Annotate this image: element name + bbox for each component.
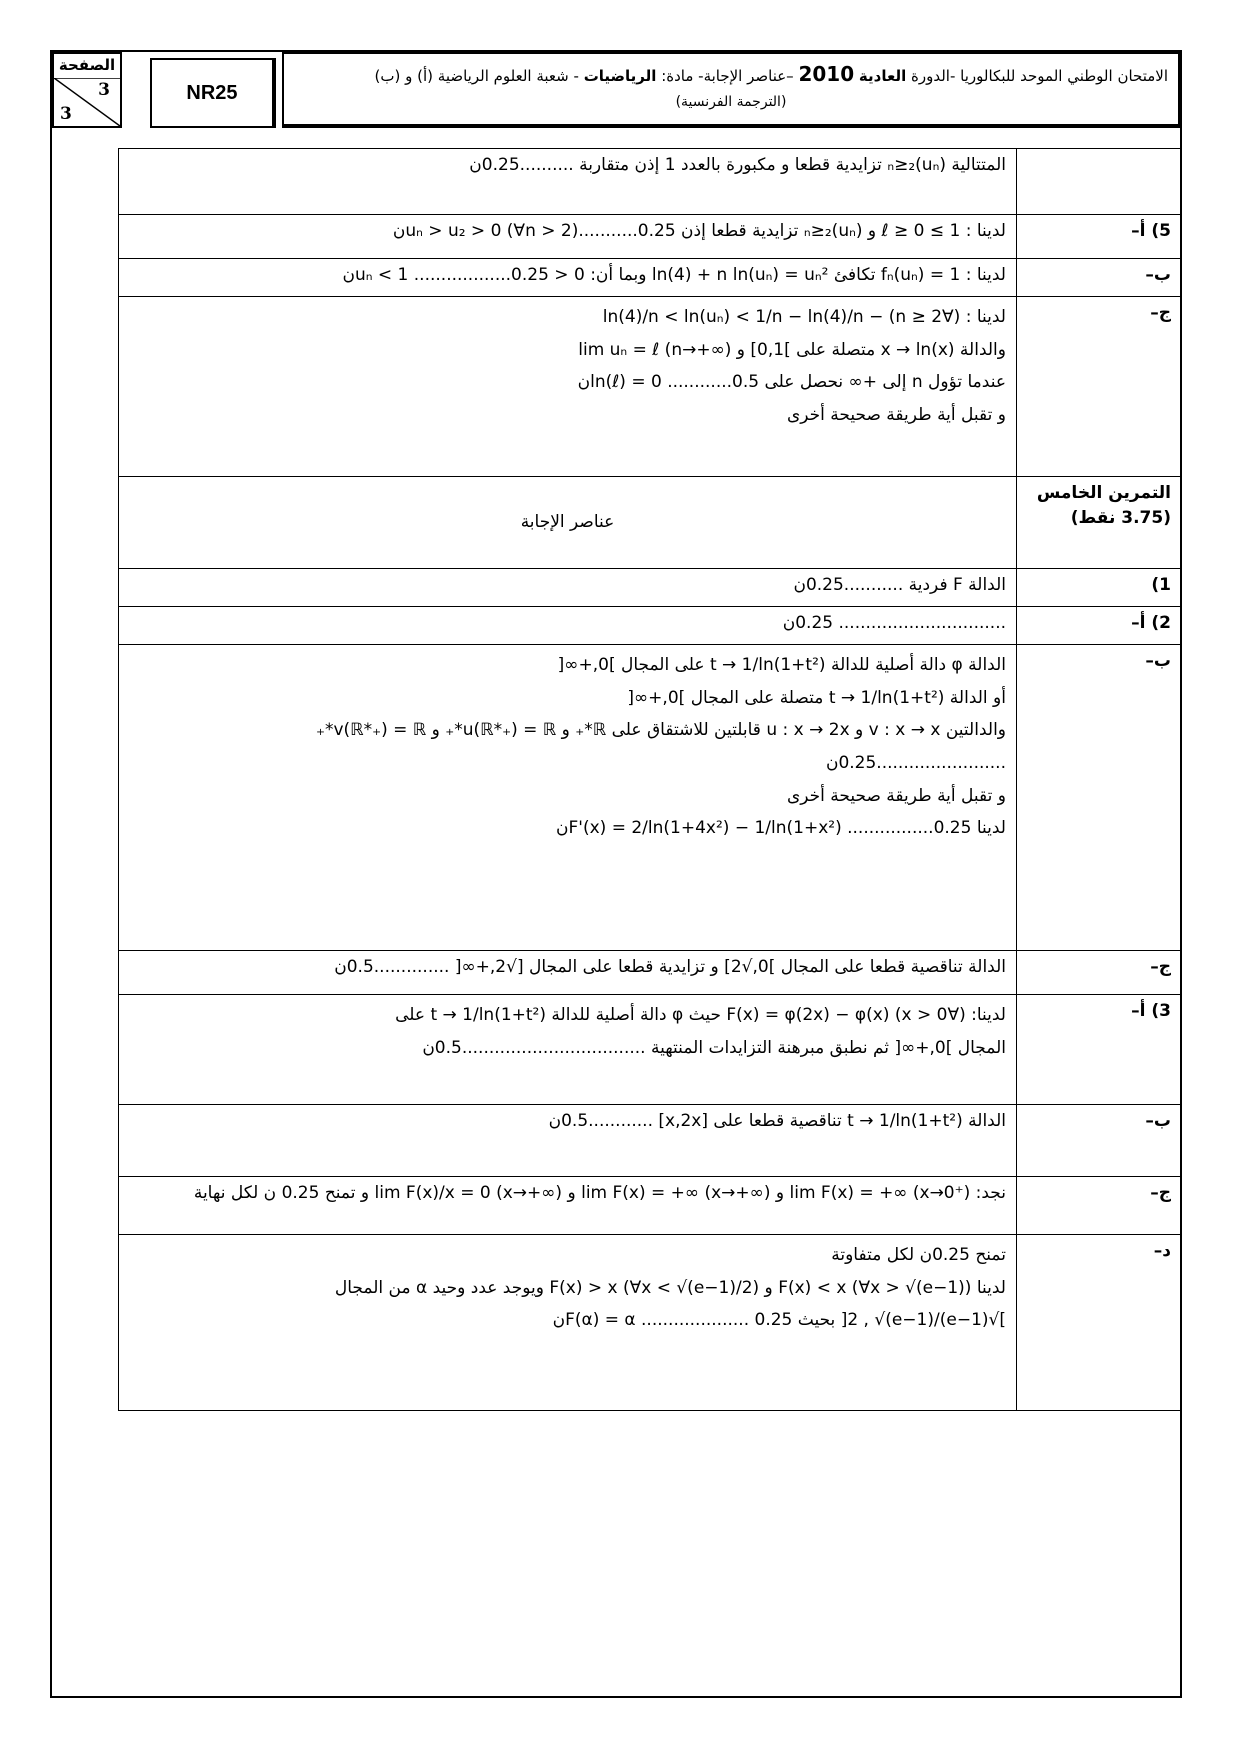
page-frame [50,50,1182,1698]
question-label: 5) أ– [1017,215,1182,259]
answer-cell [119,569,1017,607]
table-row [119,297,1182,477]
table-row [119,645,1182,951]
answer-line: لدينا : fₙ(uₙ) = 1 تكافئ ln(4) + n ln(uₙ) = uₙ² وبما أن: 0 < uₙ < 1 ..................0.25ن [342,265,1006,285]
answer-line: لدينا : 1 ≥ ℓ ≥ 0 و (uₙ)ₙ≥₂ تزايدية قطعا إذن uₙ > u₂ > 0 (∀n > 2)...........0.25ن [392,221,1006,241]
page-label: الصفحة [58,56,116,74]
question-label: 1) [1017,569,1182,607]
question-label: ج– [1017,297,1182,477]
answer-line: لدينا F(x) < x (∀x > √(e−1)) و F(x) > x (∀x < √(e−1)/2) ويوجد عدد وحيد α من المجال [334,1277,1006,1298]
question-label: ب– [1017,645,1182,951]
answer-line: ]√(e−1)/2 , √(e−1)[ بحيث F(α) = α .................... 0.25ن [552,1310,1006,1331]
header [52,52,1180,152]
answer-line: المجال ]0,+∞[ ثم نطبق مبرهنة التزايدات المنتهية ..................................0.5ن [422,1037,1006,1058]
answer-cell [119,995,1017,1105]
answer-line: نجد: lim F(x) = +∞ (x→0⁺) و lim F(x) = +∞ (x→+∞) و lim F(x)/x = 0 (x→+∞) و تمنح 0.25 ن لكل نهاية [193,1183,1006,1203]
question-label: 3) أ– [1017,995,1182,1105]
answer-line: أو الدالة t → 1/ln(1+t²) متصلة على المجال ]0,+∞[ [627,687,1006,708]
answer-line: لدينا: (∀x > 0) F(x) = φ(2x) − φ(x) حيث φ دالة أصلية للدالة t → 1/ln(1+t²) على [395,1005,1006,1025]
table-row [119,607,1182,645]
answer-cell [119,1177,1017,1235]
table-row [119,149,1182,215]
page-total: 3 [60,104,72,124]
answer-line: ........................0.25ن [825,752,1006,773]
table-row [119,215,1182,259]
question-label: التمرين الخامس (3.75 نقط) [1017,477,1182,569]
answer-line: عناصر الإجابة [520,512,615,533]
answer-line: المتتالية (uₙ)ₙ≥₂ تزايدية قطعا و مكبورة بالعدد 1 إذن متقاربة ..........0.25ن [469,155,1006,175]
answer-cell [119,607,1017,645]
answer-cell [119,297,1017,477]
answer-cell [119,951,1017,995]
answer-line: و تقبل أية طريقة صحيحة أخرى [786,785,1006,806]
question-label: ب– [1017,259,1182,297]
answer-line: تمنح 0.25ن لكل متفاوتة [831,1245,1006,1265]
answer-cell [119,477,1017,569]
answer-line: الدالة F فردية ...........0.25ن [793,575,1006,595]
answer-line: الدالة t → 1/ln(1+t²) تناقصية قطعا على [x,2x] ............0.5ن [548,1111,1006,1131]
answer-line: و تقبل أية طريقة صحيحة أخرى [786,404,1006,425]
answer-cell [119,1105,1017,1177]
answer-line: عندما تؤول n إلى +∞ نحصل على ln(ℓ) = 0 ............0.5ن [577,372,1006,393]
question-label: ب– [1017,1105,1182,1177]
answer-line: لدينا : (∀n ≥ 2) − ln(4)/n < ln(uₙ) < 1/n − ln(4)/n [602,307,1006,327]
table-row [119,259,1182,297]
answer-line: والدالتين v : x → x و u : x → 2x قابلتين للاشتقاق على ℝ*₊ و u(ℝ*₊) = ℝ*₊ و v(ℝ*₊) = ℝ*₊ [316,720,1006,741]
question-label: ج– [1017,1177,1182,1235]
answer-table [118,148,1182,1411]
table-row [119,569,1182,607]
answer-cell [119,1235,1017,1411]
page-number-box [52,52,122,128]
table-row [119,951,1182,995]
answer-line: الدالة φ دالة أصلية للدالة t → 1/ln(1+t²) على المجال ]0,+∞[ [557,655,1006,675]
exam-title-box [282,52,1180,128]
table-row [119,1105,1182,1177]
table-row [119,995,1182,1105]
question-label [1017,149,1182,215]
table-row [119,477,1182,569]
exam-code: NR25 [150,58,276,128]
question-label: د– [1017,1235,1182,1411]
exam-title: الامتحان الوطني الموحد للبكالوريا -الدورة العادية 2010 –عناصر الإجابة- مادة: الرياضيات - شعبة العلوم الرياضية (أ) و (ب) [374,62,1168,86]
answer-line: والدالة x → ln(x) متصلة على ]0,1] و lim uₙ = ℓ (n→+∞) [578,339,1006,360]
page-number: 3 [98,80,110,100]
answer-cell [119,149,1017,215]
table-row [119,1235,1182,1411]
answer-cell [119,215,1017,259]
exam-subtitle: (الترجمة الفرنسية) [675,94,787,110]
question-label: 2) أ– [1017,607,1182,645]
question-label: ج– [1017,951,1182,995]
answer-line: الدالة تناقصية قطعا على المجال ]0,√2] و تزايدية قطعا على المجال [√2,+∞[ ..............0.5ن [334,957,1006,977]
answer-line: ............................... 0.25ن [782,613,1006,633]
answer-cell [119,259,1017,297]
table-row [119,1177,1182,1235]
answer-line: لدينا F'(x) = 2/ln(1+4x²) − 1/ln(1+x²) ................0.25ن [556,818,1006,839]
answer-cell [119,645,1017,951]
